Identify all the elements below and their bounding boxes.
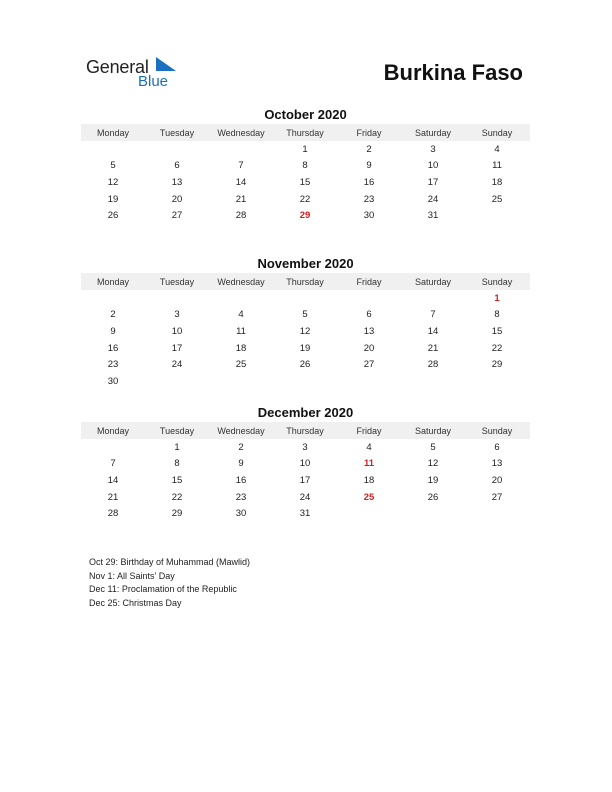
- day-cell: 15: [491, 325, 503, 337]
- day-cell: 1: [174, 441, 180, 453]
- day-cell: 20: [363, 342, 375, 354]
- day-cell: 20: [171, 193, 183, 205]
- week-row: [81, 356, 530, 373]
- day-cell: 23: [107, 359, 119, 371]
- day-cell: 28: [107, 508, 119, 520]
- day-cell: 21: [107, 491, 119, 503]
- day-cell: 4: [238, 309, 244, 321]
- day-cell: 30: [235, 508, 247, 520]
- day-cell: 6: [366, 309, 372, 321]
- day-cell: 26: [427, 491, 439, 503]
- weekday-label: Sunday: [481, 425, 513, 436]
- day-cell: 2: [110, 309, 116, 321]
- week-row: [81, 307, 530, 324]
- day-cell: 2: [366, 143, 372, 155]
- day-cell: 17: [299, 474, 311, 486]
- day-cell: 22: [299, 193, 311, 205]
- weekday-label: Friday: [356, 127, 382, 138]
- holiday-notes: [89, 556, 250, 610]
- day-cell: 15: [171, 474, 183, 486]
- week-row: [81, 174, 530, 191]
- day-cell: 20: [491, 474, 503, 486]
- month-title: November 2020: [257, 256, 354, 271]
- weekday-label: Saturday: [414, 425, 452, 436]
- weekday-header-row: [81, 124, 530, 141]
- day-cell: 31: [299, 508, 311, 520]
- day-cell: 3: [302, 441, 308, 453]
- day-cell: 9: [238, 458, 244, 470]
- day-cell: 12: [427, 458, 439, 470]
- day-cell: 13: [491, 458, 503, 470]
- month-title: October 2020: [264, 107, 347, 122]
- weekday-label: Saturday: [414, 276, 452, 287]
- week-row: [81, 505, 530, 522]
- day-cell: 14: [235, 176, 247, 188]
- week-row: [81, 191, 530, 208]
- month-calendar: [81, 404, 530, 522]
- day-cell: 27: [491, 491, 503, 503]
- day-cell: 4: [494, 143, 500, 155]
- logo: [86, 55, 186, 95]
- day-cell: 27: [171, 210, 183, 222]
- weekday-header-row: [81, 273, 530, 290]
- weekday-label: Wednesday: [217, 425, 265, 436]
- day-cell: 14: [427, 325, 439, 337]
- day-cell: 9: [110, 325, 116, 337]
- day-cell: 22: [491, 342, 503, 354]
- weekday-label: Friday: [356, 425, 382, 436]
- day-cell: 12: [299, 325, 311, 337]
- day-cell: 8: [494, 309, 500, 321]
- day-cell: 28: [235, 210, 247, 222]
- country-title: Burkina Faso: [383, 60, 523, 85]
- day-cell: 26: [299, 359, 311, 371]
- day-cell: 8: [174, 458, 180, 470]
- holiday-note: Nov 1: All Saints’ Day: [89, 570, 175, 581]
- day-cell: 19: [427, 474, 439, 486]
- weekday-label: Sunday: [481, 276, 513, 287]
- day-cell: 11: [236, 325, 246, 337]
- month-title: December 2020: [257, 405, 354, 420]
- day-cell: 10: [299, 458, 311, 470]
- day-cell: 18: [235, 342, 247, 354]
- weekday-label: Friday: [356, 276, 382, 287]
- day-cell: 17: [427, 176, 439, 188]
- day-cell: 6: [174, 160, 180, 172]
- day-cell: 15: [299, 176, 311, 188]
- day-cell: 14: [107, 474, 119, 486]
- day-cell: 28: [427, 359, 439, 371]
- day-cell: 10: [171, 325, 183, 337]
- day-cell: 23: [363, 193, 375, 205]
- day-cell: 16: [107, 342, 119, 354]
- day-cell: 9: [366, 160, 372, 172]
- week-row: [81, 373, 530, 390]
- weekday-label: Thursday: [286, 425, 324, 436]
- day-cell: 29: [491, 359, 503, 371]
- day-cell: 16: [363, 176, 375, 188]
- day-cell: 7: [430, 309, 436, 321]
- weekday-label: Saturday: [414, 127, 452, 138]
- weekday-label: Monday: [96, 127, 130, 138]
- holiday-note: Dec 25: Christmas Day: [89, 597, 182, 608]
- weekday-label: Sunday: [481, 127, 513, 138]
- weekday-label: Tuesday: [159, 127, 195, 138]
- weekday-header-row: [81, 422, 530, 439]
- day-cell: 29: [171, 508, 183, 520]
- holiday-day-cell: 29: [299, 210, 311, 222]
- day-cell: 3: [430, 143, 436, 155]
- day-cell: 5: [430, 441, 436, 453]
- week-row: [81, 489, 530, 506]
- day-cell: 24: [171, 359, 183, 371]
- day-cell: 18: [363, 474, 375, 486]
- week-row: [81, 340, 530, 357]
- week-row: [81, 323, 530, 340]
- day-cell: 27: [363, 359, 375, 371]
- day-cell: 8: [302, 160, 308, 172]
- holiday-note: Oct 29: Birthday of Muhammad (Mawlid): [89, 557, 251, 567]
- day-cell: 1: [302, 143, 308, 155]
- day-cell: 11: [492, 160, 502, 172]
- week-row: [81, 439, 530, 456]
- holiday-day-cell: 25: [363, 491, 375, 503]
- week-row: [81, 472, 530, 489]
- weekday-label: Wednesday: [217, 127, 265, 138]
- logo-flag-icon: [154, 57, 176, 73]
- month-calendar: [81, 255, 530, 390]
- weekday-label: Tuesday: [159, 425, 195, 436]
- day-cell: 13: [363, 325, 375, 337]
- day-cell: 30: [363, 210, 375, 222]
- day-cell: 12: [107, 176, 119, 188]
- day-cell: 7: [110, 458, 116, 470]
- day-cell: 25: [491, 193, 503, 205]
- weekday-label: Thursday: [286, 276, 324, 287]
- holiday-day-cell: 1: [494, 292, 500, 304]
- day-cell: 4: [366, 441, 372, 453]
- day-cell: 22: [171, 491, 183, 503]
- month-calendar: [81, 106, 530, 224]
- weekday-label: Monday: [96, 425, 130, 436]
- day-cell: 19: [299, 342, 311, 354]
- day-cell: 7: [238, 160, 244, 172]
- week-row: [81, 141, 530, 158]
- day-cell: 3: [174, 309, 180, 321]
- weekday-label: Thursday: [286, 127, 324, 138]
- day-cell: 26: [107, 210, 119, 222]
- weekday-label: Tuesday: [159, 276, 195, 287]
- day-cell: 21: [427, 342, 439, 354]
- day-cell: 24: [427, 193, 439, 205]
- day-cell: 6: [494, 441, 500, 453]
- day-cell: 16: [235, 474, 247, 486]
- day-cell: 2: [238, 441, 244, 453]
- weekday-label: Monday: [96, 276, 130, 287]
- holiday-note: Dec 11: Proclamation of the Republic: [89, 584, 237, 594]
- week-row: [81, 207, 530, 224]
- day-cell: 18: [491, 176, 503, 188]
- day-cell: 19: [107, 193, 119, 205]
- day-cell: 24: [299, 491, 311, 503]
- day-cell: 5: [110, 160, 116, 172]
- day-cell: 5: [302, 309, 308, 321]
- week-row: [81, 158, 530, 175]
- day-cell: 17: [171, 342, 183, 354]
- logo-general-text: General: [86, 57, 149, 77]
- week-row: [81, 456, 530, 473]
- weekday-label: Wednesday: [217, 276, 265, 287]
- week-row: [81, 290, 530, 307]
- day-cell: 13: [171, 176, 183, 188]
- day-cell: 10: [427, 160, 439, 172]
- day-cell: 21: [235, 193, 247, 205]
- day-cell: 30: [107, 375, 119, 387]
- logo-blue-text: Blue: [138, 73, 169, 90]
- day-cell: 25: [235, 359, 247, 371]
- day-cell: 23: [235, 491, 247, 503]
- holiday-day-cell: 11: [363, 458, 375, 470]
- day-cell: 31: [427, 210, 439, 222]
